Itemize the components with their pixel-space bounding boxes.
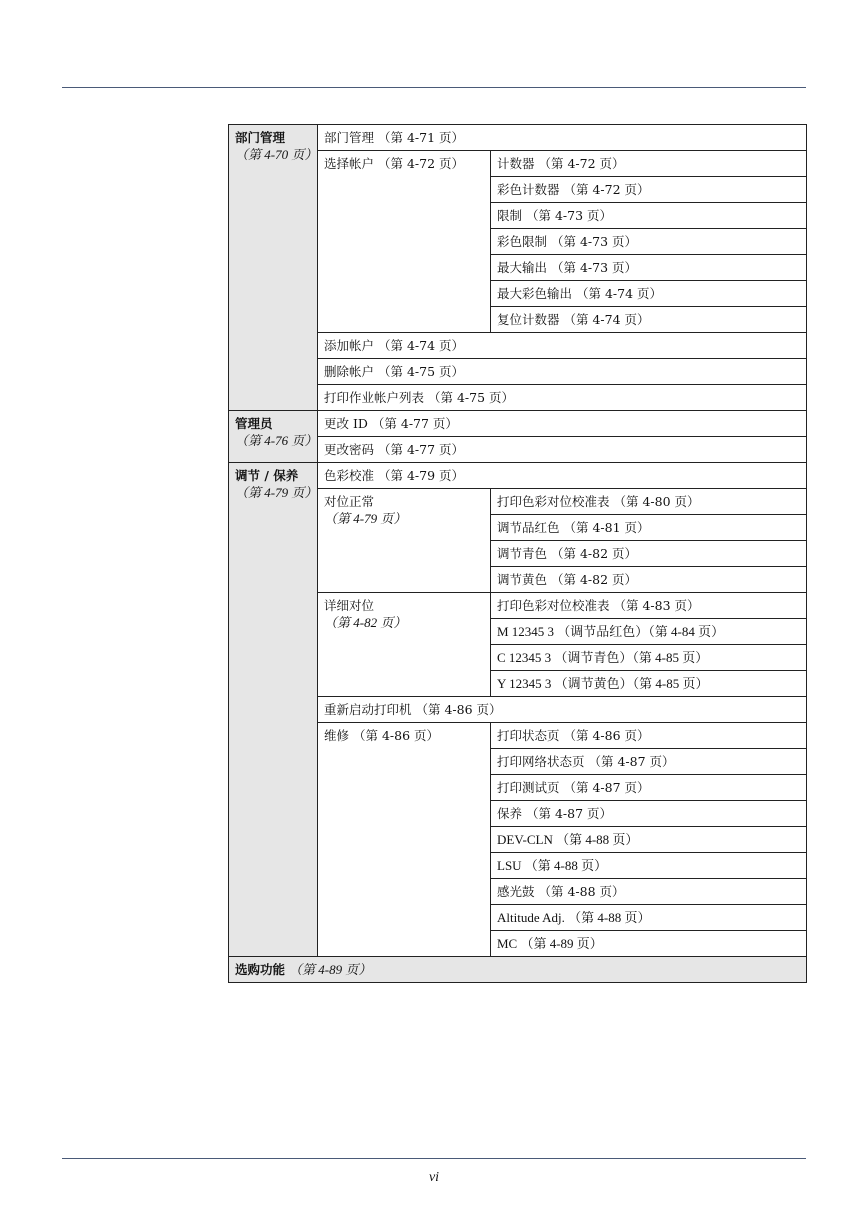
menu-item: 部门管理 （第 4-71 页） (318, 125, 807, 151)
table-row (229, 957, 807, 983)
menu-item: 最大彩色输出 （第 4-74 页） (491, 281, 807, 307)
category-title: 部门管理 (235, 130, 286, 145)
menu-item: DEV-CLN （第 4-88 页） (491, 827, 807, 853)
submenu-service: 维修 （第 4-86 页） (318, 723, 491, 957)
page-ref: （第 4-82 页） (324, 615, 407, 630)
page-ref: （第 4-76 页） (235, 433, 318, 448)
menu-item: 添加帐户 （第 4-74 页） (318, 333, 807, 359)
menu-item: 限制 （第 4-73 页） (491, 203, 807, 229)
submenu-title: 对位正常 (324, 494, 375, 509)
menu-map-table (228, 124, 807, 983)
menu-item: 删除帐户 （第 4-75 页） (318, 359, 807, 385)
menu-item: 彩色计数器 （第 4-72 页） (491, 177, 807, 203)
page-ref: （第 4-89 页） (289, 962, 372, 977)
menu-item: 重新启动打印机 （第 4-86 页） (318, 697, 807, 723)
submenu-title: 详细对位 (324, 598, 375, 613)
menu-item: Y 12345 3 （调节黄色）（第 4-85 页） (491, 671, 807, 697)
menu-item: 色彩校准 （第 4-79 页） (318, 463, 807, 489)
footer-rule (62, 1158, 806, 1159)
table-row (229, 125, 807, 151)
menu-item: 复位计数器 （第 4-74 页） (491, 307, 807, 333)
menu-item: 打印测试页 （第 4-87 页） (491, 775, 807, 801)
submenu-select-account: 选择帐户 （第 4-72 页） (318, 151, 491, 333)
menu-item: 打印色彩对位校准表 （第 4-83 页） (491, 593, 807, 619)
menu-item: 最大输出 （第 4-73 页） (491, 255, 807, 281)
menu-item: LSU （第 4-88 页） (491, 853, 807, 879)
menu-item: Altitude Adj. （第 4-88 页） (491, 905, 807, 931)
menu-item: 感光鼓 （第 4-88 页） (491, 879, 807, 905)
table-row (229, 463, 807, 489)
category-dept (229, 125, 318, 411)
submenu-detail-registration (318, 593, 491, 697)
menu-item: 更改 ID （第 4-77 页） (318, 411, 807, 437)
page-number: vi (428, 1170, 440, 1185)
category-adjust (229, 463, 318, 957)
menu-item: 彩色限制 （第 4-73 页） (491, 229, 807, 255)
menu-item: 打印作业帐户列表 （第 4-75 页） (318, 385, 807, 411)
page-ref: （第 4-79 页） (235, 485, 318, 500)
menu-item: 调节青色 （第 4-82 页） (491, 541, 807, 567)
menu-item: 保养 （第 4-87 页） (491, 801, 807, 827)
menu-item: C 12345 3 （调节青色）（第 4-85 页） (491, 645, 807, 671)
header-rule (62, 87, 806, 88)
menu-item: 打印状态页 （第 4-86 页） (491, 723, 807, 749)
menu-item: 调节黄色 （第 4-82 页） (491, 567, 807, 593)
submenu-registration (318, 489, 491, 593)
page-ref: （第 4-79 页） (324, 511, 407, 526)
page-ref: （第 4-70 页） (235, 147, 318, 162)
menu-item: M 12345 3 （调节品红色）（第 4-84 页） (491, 619, 807, 645)
menu-item: 调节品红色 （第 4-81 页） (491, 515, 807, 541)
menu-item: 更改密码 （第 4-77 页） (318, 437, 807, 463)
category-admin (229, 411, 318, 463)
category-optional (229, 957, 807, 983)
menu-item: 打印色彩对位校准表 （第 4-80 页） (491, 489, 807, 515)
menu-item: 计数器 （第 4-72 页） (491, 151, 807, 177)
table-row (229, 411, 807, 437)
category-title: 选购功能 (235, 962, 286, 977)
menu-item: 打印网络状态页 （第 4-87 页） (491, 749, 807, 775)
menu-item: MC （第 4-89 页） (491, 931, 807, 957)
category-title: 调节 / 保养 (235, 468, 299, 483)
category-title: 管理员 (235, 416, 273, 431)
